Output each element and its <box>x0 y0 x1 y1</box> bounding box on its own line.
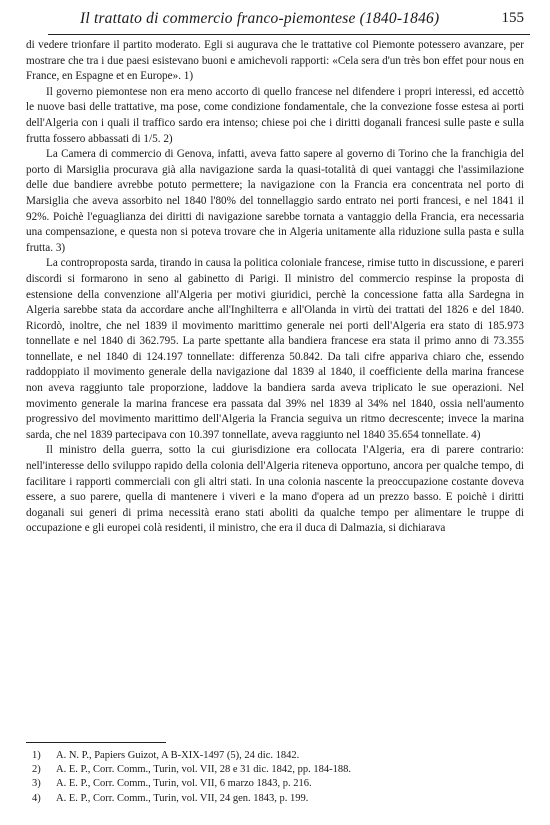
footnote <box>26 792 524 806</box>
footnote-rule <box>26 742 166 743</box>
footnote-number: 3) <box>32 778 41 790</box>
body-text <box>26 38 524 537</box>
footnote-text: A. E. P., Corr. Comm., Turin, vol. VII, 24 gen. 1843, p. 199. <box>56 792 309 804</box>
running-title: Il trattato di commercio franco-piemontese (1840-1846) <box>80 10 440 27</box>
footnotes <box>26 742 524 806</box>
footnote-number: 2) <box>32 764 41 776</box>
footnote-text: A. E. P., Corr. Comm., Turin, vol. VII, 6 marzo 1843, p. 216. <box>56 778 312 790</box>
footnote-text: A. E. P., Corr. Comm., Turin, vol. VII, 28 e 31 dic. 1842, pp. 184-188. <box>56 764 351 776</box>
paragraph: La Camera di commercio di Genova, infatti, aveva fatto sapere al governo di Torino che la franchigia del porto di Marsiglia procurava già alla navigazione sarda la quasi-totalità di quei vantaggi che l'assimilazione delle due bandiere avrebbe potuto permettere; la navigazione con la Francia era concentrata nel porto di Marsiglia che aveva assorbito nel 1840 l'80% del tonnellaggio sardo entrato nei porti francesi, e nel 1841 il 92%. Poichè l'eguaglianza dei diritti di navigazione sarebbe tornata a vantaggio della Francia, era necessaria una compensazione, e questa non si poteva trovare che in Algeria unitamente alla riduzione sulla pasta e sulla frutta. 3) <box>26 148 524 254</box>
paragraph: Il governo piemontese non era meno accorto di quello francese nel difendere i propri interessi, ed accettò le nuove basi delle trattative, ma pose, come condizione fondamentale, che la convezione fosse estesa ai porti dell'Algeria con i quali il traffico sardo era intenso; chiese poi che i diritti doganali francesi sulle paste e sulla frutta fossero abbassati di 1/5. 2) <box>26 85 524 145</box>
paragraph: Il ministro della guerra, sotto la cui giurisdizione era collocata l'Algeria, era di parere contrario: nell'interesse dello sviluppo rapido della colonia dell'Algeria riteneva opportuno, ancora per qualche tempo, di facilitare i rapporti commerciali con gli altri stati. In una colonia nascente la preoccupazione costante doveva essere, a suo parere, quella di mantenere i viveri e la mano d'opera ad un prezzo basso. E poichè i diritti doganali sui generi di prima necessità erano stati aboliti da qualche tempo per alimentare le truppe di occupazione e gli europei colà residenti, il ministro, che era il duca di Dalmazia, si dichiarava <box>26 444 524 535</box>
footnote <box>26 763 524 777</box>
header-rule <box>48 34 530 35</box>
footnote <box>26 749 524 763</box>
page-number: 155 <box>501 10 524 26</box>
footnote-text: A. N. P., Papiers Guizot, A B-XIX-1497 (5), 24 dic. 1842. <box>56 750 300 761</box>
footnote-number: 1) <box>32 750 41 761</box>
page-header <box>48 8 530 32</box>
footnote-number: 4) <box>32 792 41 804</box>
footnote <box>26 777 524 791</box>
paragraph: La controproposta sarda, tirando in causa la politica coloniale francese, rimise tutto in discussione, e pareri discordi si formarono in seno al gabinetto di Parigi. Il ministro del commercio respinse la proposta di estensione della convenzione all'Algeria per motivi giuridici, perchè la concessione fatta alla Sardegna in Algeria sarebbe stata da accordare anche all'Inghilterra e all'Olanda in virtù dei trattati del 1826 e del 1840. Ricordò, inoltre, che nel 1839 il movimento marittimo generale nei porti dell'Algeria era stato di 185.973 tonnellate e nel 1840 di 362.795. La parte spettante alla bandiera francese era stata il primo anno di 73.355 tonnellate, e nel 1840 di 124.197 tonnellate: differenza 50.842. Da tali cifre appariva chiaro che, essendo raddoppiato il movimento generale della navigazione dal 1839 al 1840, il coefficiente della marina francese non aveva raggiunto tale proporzione, laddove la bandiera sarda aveva triplicato le sue operazioni. Nel movimento generale la marina francese era passata dal 39% nel 1839 al 34% nel 1840, ossia nell'aumento progressivo del movimento marittimo dell'Algeria la Francia seguiva un ritmo decrescente; invece la marina sarda, che nel 1839 partecipava con 10.397 tonnellate, aveva raggiunto nel 1840 35.654 tonnellate. 4) <box>26 257 524 441</box>
paragraph: di vedere trionfare il partito moderato. Egli si augurava che le trattative col Piemonte potessero avanzare, per mostrare che tra i due paesi esistevano buoni e amichevoli rapporti: «Cela sera d'un très bon effet pour nous en France, en Espagne et en Europe». 1) <box>26 39 524 83</box>
